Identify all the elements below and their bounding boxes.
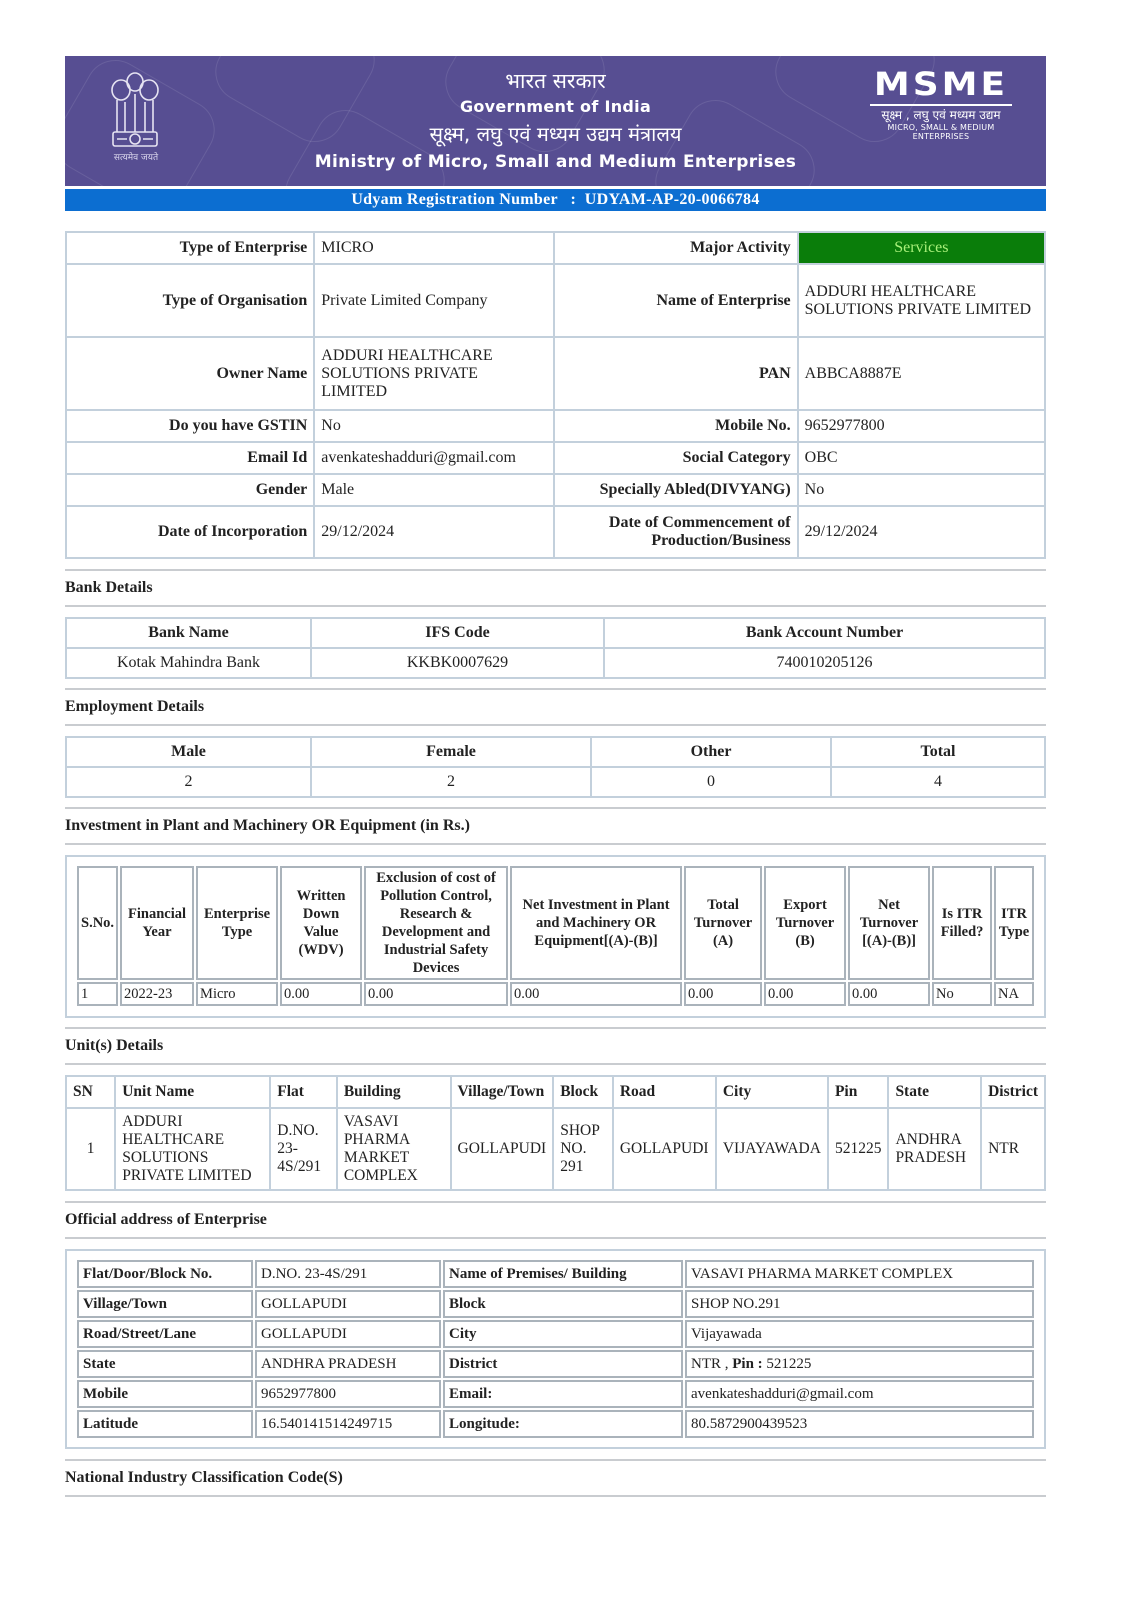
registration-label: Udyam Registration Number — [351, 191, 558, 208]
premises-value: VASAVI PHARMA MARKET COMPLEX — [685, 1260, 1034, 1288]
msme-logo-hindi: सूक्ष्म , लघु एवं मध्यम उद्यम — [881, 108, 1001, 122]
total-turnover-value: 0.00 — [684, 982, 762, 1006]
unit-road: GOLLAPUDI — [613, 1108, 716, 1190]
email-value: avenkateshadduri@gmail.com — [314, 442, 554, 474]
msme-logo-english: MICRO, SMALL & MEDIUM ENTERPRISES — [887, 123, 995, 141]
unit-name-header: Unit Name — [115, 1076, 270, 1108]
block-header: Block — [553, 1076, 613, 1108]
village-town-value: GOLLAPUDI — [255, 1290, 441, 1318]
female-count: 2 — [311, 767, 591, 797]
sno-header: S.No. — [77, 866, 118, 980]
other-count: 0 — [591, 767, 831, 797]
road-header: Road — [613, 1076, 716, 1108]
road-label: Road/Street/Lane — [77, 1320, 253, 1348]
registration-separator: : — [570, 191, 577, 208]
official-address-container — [65, 1249, 1046, 1449]
type-of-enterprise-value: MICRO — [314, 232, 554, 264]
net-investment-value: 0.00 — [510, 982, 682, 1006]
itr-filed-header: Is ITR Filled? — [932, 866, 992, 980]
unit-state: ANDHRA PRADESH — [888, 1108, 981, 1190]
village-header: Village/Town — [451, 1076, 554, 1108]
district-label: District — [443, 1350, 683, 1378]
sn-header: SN — [66, 1076, 115, 1108]
english-ministry: Ministry of Micro, Small and Medium Enterprises — [314, 152, 797, 172]
wdv-header: Written Down Value (WDV) — [280, 866, 362, 980]
net-turnover-header: Net Turnover [(A)-(B)] — [848, 866, 930, 980]
itr-type-header: ITR Type — [994, 866, 1034, 980]
itr-type-value: NA — [994, 982, 1034, 1006]
gstin-label: Do you have GSTIN — [66, 410, 314, 442]
name-of-enterprise-label: Name of Enterprise — [554, 264, 798, 337]
type-of-organisation-label: Type of Organisation — [66, 264, 314, 337]
village-town-label: Village/Town — [77, 1290, 253, 1318]
hindi-government: भारत सरकार — [505, 69, 606, 93]
pin-header: Pin — [828, 1076, 889, 1108]
latitude-label: Latitude — [77, 1410, 253, 1438]
incorporation-date-value: 29/12/2024 — [314, 506, 554, 558]
major-activity-label: Major Activity — [554, 232, 798, 264]
name-of-enterprise-value: ADDURI HEALTHCARE SOLUTIONS PRIVATE LIMITED — [798, 264, 1045, 337]
owner-name-label: Owner Name — [66, 337, 314, 410]
nic-title: National Industry Classification Code(S) — [65, 1469, 343, 1486]
official-address-table — [75, 1258, 1036, 1440]
unit-sn: 1 — [66, 1108, 115, 1190]
pan-value: ABBCA8887E — [798, 337, 1045, 410]
male-header: Male — [66, 737, 311, 767]
unit-building: VASAVI PHARMA MARKET COMPLEX — [337, 1108, 451, 1190]
type-of-organisation-value: Private Limited Company — [314, 264, 554, 337]
longitude-value: 80.5872900439523 — [685, 1410, 1034, 1438]
english-government: Government of India — [459, 97, 652, 116]
export-turnover-header: Export Turnover (B) — [764, 866, 846, 980]
district-value: NTR , — [691, 1356, 733, 1372]
investment-table — [75, 864, 1036, 1008]
sno-value: 1 — [77, 982, 118, 1006]
premises-label: Name of Premises/ Building — [443, 1260, 683, 1288]
commencement-date-label: Date of Commencement of Production/Business — [554, 506, 798, 558]
city-label: City — [443, 1320, 683, 1348]
district-header: District — [981, 1076, 1045, 1108]
hindi-ministry: सूक्ष्म, लघु एवं मध्यम उद्यम मंत्रालय — [429, 122, 682, 146]
mobile-value: 9652977800 — [798, 410, 1045, 442]
unit-city: VIJAYAWADA — [716, 1108, 828, 1190]
city-header: City — [716, 1076, 828, 1108]
net-investment-header: Net Investment in Plant and Machinery OR Equipment[(A)-(B)] — [510, 866, 682, 980]
type-of-enterprise-label: Type of Enterprise — [66, 232, 314, 264]
employment-details-table — [65, 736, 1046, 798]
other-header: Other — [591, 737, 831, 767]
commencement-date-value: 29/12/2024 — [798, 506, 1045, 558]
emblem-motto: सत्यमेव जयते — [113, 153, 159, 163]
flat-header: Flat — [270, 1076, 337, 1108]
social-category-value: OBC — [798, 442, 1045, 474]
enterprise-type-value: Micro — [196, 982, 278, 1006]
msme-logo — [866, 68, 1016, 141]
female-header: Female — [311, 737, 591, 767]
ifs-code-header: IFS Code — [311, 618, 604, 648]
flat-door-label: Flat/Door/Block No. — [77, 1260, 253, 1288]
state-header: State — [888, 1076, 981, 1108]
net-turnover-value: 0.00 — [848, 982, 930, 1006]
email-value: avenkateshadduri@gmail.com — [685, 1380, 1034, 1408]
gstin-value: No — [314, 410, 554, 442]
total-header: Total — [831, 737, 1045, 767]
district-pin-value — [685, 1350, 1034, 1378]
unit-block: SHOP NO. 291 — [553, 1108, 613, 1190]
mobile-label: Mobile — [77, 1380, 253, 1408]
pan-label: PAN — [554, 337, 798, 410]
unit-name: ADDURI HEALTHCARE SOLUTIONS PRIVATE LIMITED — [115, 1108, 270, 1190]
state-label: State — [77, 1350, 253, 1378]
wdv-value: 0.00 — [280, 982, 362, 1006]
financial-year-header: Financial Year — [120, 866, 194, 980]
owner-name-value: ADDURI HEALTHCARE SOLUTIONS PRIVATE LIMITED — [314, 337, 554, 410]
mobile-value: 9652977800 — [255, 1380, 441, 1408]
unit-district: NTR — [981, 1108, 1045, 1190]
divyang-value: No — [798, 474, 1045, 506]
block-value: SHOP NO.291 — [685, 1290, 1034, 1318]
financial-year-value: 2022-23 — [120, 982, 194, 1006]
units-table — [65, 1075, 1046, 1191]
account-number-header: Bank Account Number — [604, 618, 1045, 648]
pin-value: 521225 — [766, 1356, 812, 1372]
state-value: ANDHRA PRADESH — [255, 1350, 441, 1378]
official-address-title: Official address of Enterprise — [65, 1211, 267, 1228]
registration-number: UDYAM-AP-20-0066784 — [584, 191, 760, 208]
male-count: 2 — [66, 767, 311, 797]
exclusion-cost-value: 0.00 — [364, 982, 508, 1006]
email-label: Email Id — [66, 442, 314, 474]
udyam-certificate — [65, 56, 1046, 1497]
ministry-banner — [65, 56, 1046, 186]
road-value: GOLLAPUDI — [255, 1320, 441, 1348]
enterprise-type-header: Enterprise Type — [196, 866, 278, 980]
incorporation-date-label: Date of Incorporation — [66, 506, 314, 558]
unit-pin: 521225 — [828, 1108, 889, 1190]
account-number-value: 740010205126 — [604, 648, 1045, 678]
export-turnover-value: 0.00 — [764, 982, 846, 1006]
gender-label: Gender — [66, 474, 314, 506]
gender-value: Male — [314, 474, 554, 506]
ifs-code-value: KKBK0007629 — [311, 648, 604, 678]
bank-details-table — [65, 617, 1046, 679]
bank-name-header: Bank Name — [66, 618, 311, 648]
block-label: Block — [443, 1290, 683, 1318]
units-title: Unit(s) Details — [65, 1037, 164, 1054]
total-turnover-header: Total Turnover (A) — [684, 866, 762, 980]
building-header: Building — [337, 1076, 451, 1108]
longitude-label: Longitude: — [443, 1410, 683, 1438]
itr-filed-value: No — [932, 982, 992, 1006]
divyang-label: Specially Abled(DIVYANG) — [554, 474, 798, 506]
msme-logo-icon: MSME — [873, 66, 1009, 103]
registration-number-bar — [65, 189, 1046, 211]
latitude-value: 16.540141514249715 — [255, 1410, 441, 1438]
bank-details-title: Bank Details — [65, 579, 153, 596]
bank-name-value: Kotak Mahindra Bank — [66, 648, 311, 678]
unit-flat: D.NO. 23-4S/291 — [270, 1108, 337, 1190]
mobile-label: Mobile No. — [554, 410, 798, 442]
flat-door-value: D.NO. 23-4S/291 — [255, 1260, 441, 1288]
investment-title: Investment in Plant and Machinery OR Equipment (in Rs.) — [65, 817, 470, 834]
pin-label: Pin : — [732, 1356, 767, 1372]
exclusion-cost-header: Exclusion of cost of Pollution Control, Research & Development and Industrial Safety Devices — [364, 866, 508, 980]
total-count: 4 — [831, 767, 1045, 797]
social-category-label: Social Category — [554, 442, 798, 474]
enterprise-info-table — [65, 231, 1046, 559]
major-activity-value: Services — [798, 232, 1045, 264]
unit-village: GOLLAPUDI — [451, 1108, 554, 1190]
employment-details-title: Employment Details — [65, 698, 205, 715]
email-label: Email: — [443, 1380, 683, 1408]
city-value: Vijayawada — [685, 1320, 1034, 1348]
investment-table-container — [65, 855, 1046, 1018]
